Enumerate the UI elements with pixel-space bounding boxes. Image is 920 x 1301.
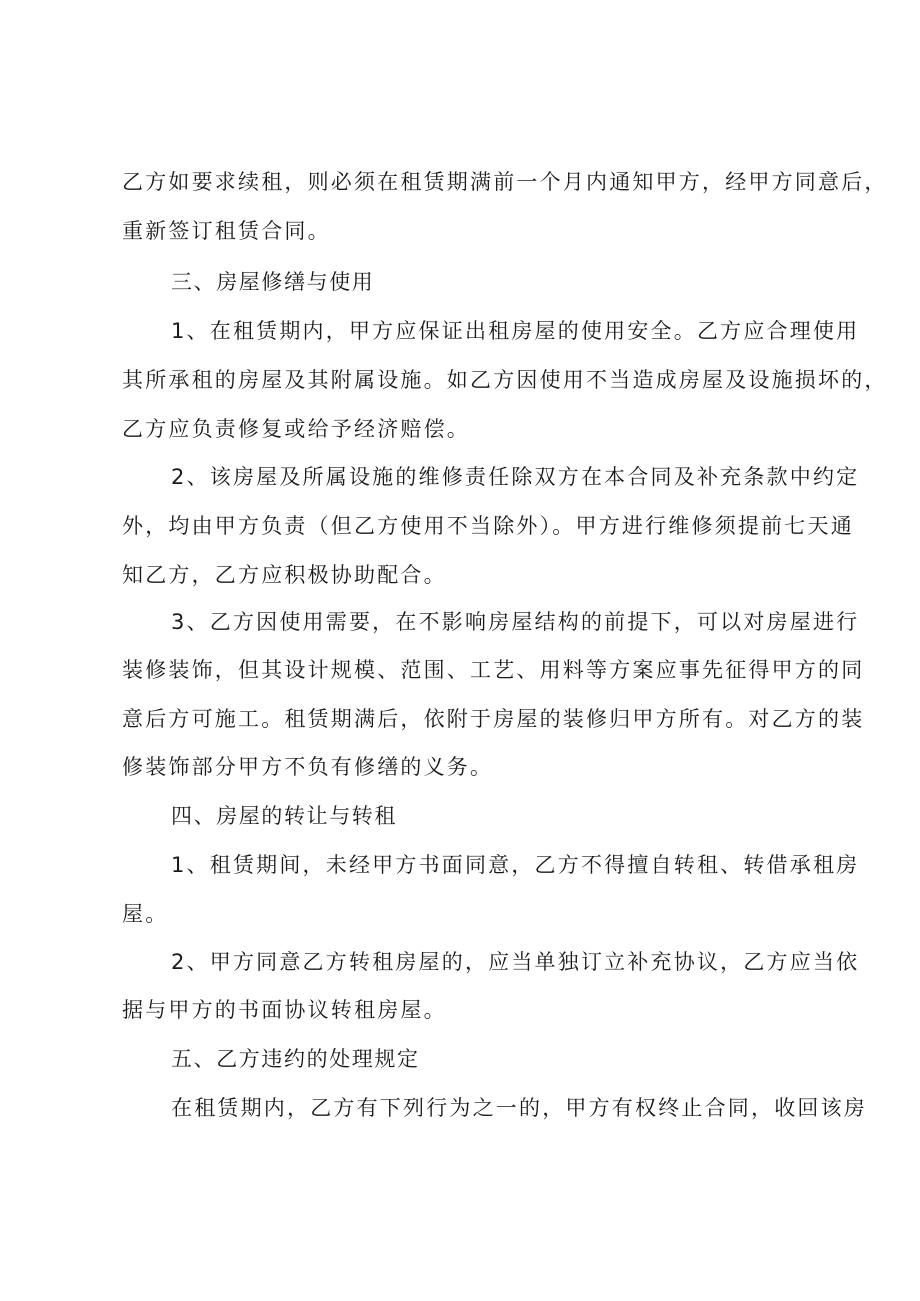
section-heading-3: 三、房屋修缮与使用 — [171, 270, 375, 294]
paragraph-line: 1、在租赁期内，甲方应保证出租房屋的使用安全。乙方应合理使用 — [171, 319, 860, 343]
paragraph-line: 乙方如要求续租，则必须在租赁期满前一个月内通知甲方，经甲方同意后， — [122, 170, 888, 194]
paragraph-line: 意后方可施工。租赁期满后，依附于房屋的装修归甲方所有。对乙方的装 — [122, 707, 865, 731]
paragraph-line: 屋。 — [122, 902, 169, 926]
paragraph-line: 重新签订租赁合同。 — [122, 219, 331, 243]
paragraph-line: 知乙方，乙方应积极协助配合。 — [122, 563, 447, 587]
paragraph-line: 在租赁期内，乙方有下列行为之一的，甲方有权终止合同，收回该房 — [171, 1096, 867, 1120]
paragraph-line: 外，均由甲方负责（但乙方使用不当除外）。甲方进行维修须提前七天通 — [122, 514, 854, 538]
paragraph-line: 其所承租的房屋及其附属设施。如乙方因使用不当造成房屋及设施损坏的， — [122, 368, 888, 392]
paragraph-line: 3、乙方因使用需要，在不影响房屋结构的前提下，可以对房屋进行 — [171, 610, 860, 634]
paragraph-line: 2、甲方同意乙方转租房屋的，应当单独订立补充协议，乙方应当依 — [171, 950, 860, 974]
paragraph-line: 修装饰部分甲方不负有修缮的义务。 — [122, 755, 494, 779]
paragraph-line: 乙方应负责修复或给予经济赔偿。 — [122, 417, 470, 441]
paragraph-line: 2、该房屋及所属设施的维修责任除双方在本合同及补充条款中约定 — [171, 465, 860, 489]
paragraph-line: 1、租赁期间，未经甲方书面同意，乙方不得擅自转租、转借承租房 — [171, 853, 860, 877]
section-heading-4: 四、房屋的转让与转租 — [171, 804, 397, 828]
paragraph-line: 据与甲方的书面协议转租房屋。 — [122, 998, 447, 1022]
paragraph-line: 装修装饰，但其设计规模、范围、工艺、用料等方案应事先征得甲方的同 — [122, 658, 865, 682]
section-heading-5: 五、乙方违约的处理规定 — [171, 1047, 420, 1071]
